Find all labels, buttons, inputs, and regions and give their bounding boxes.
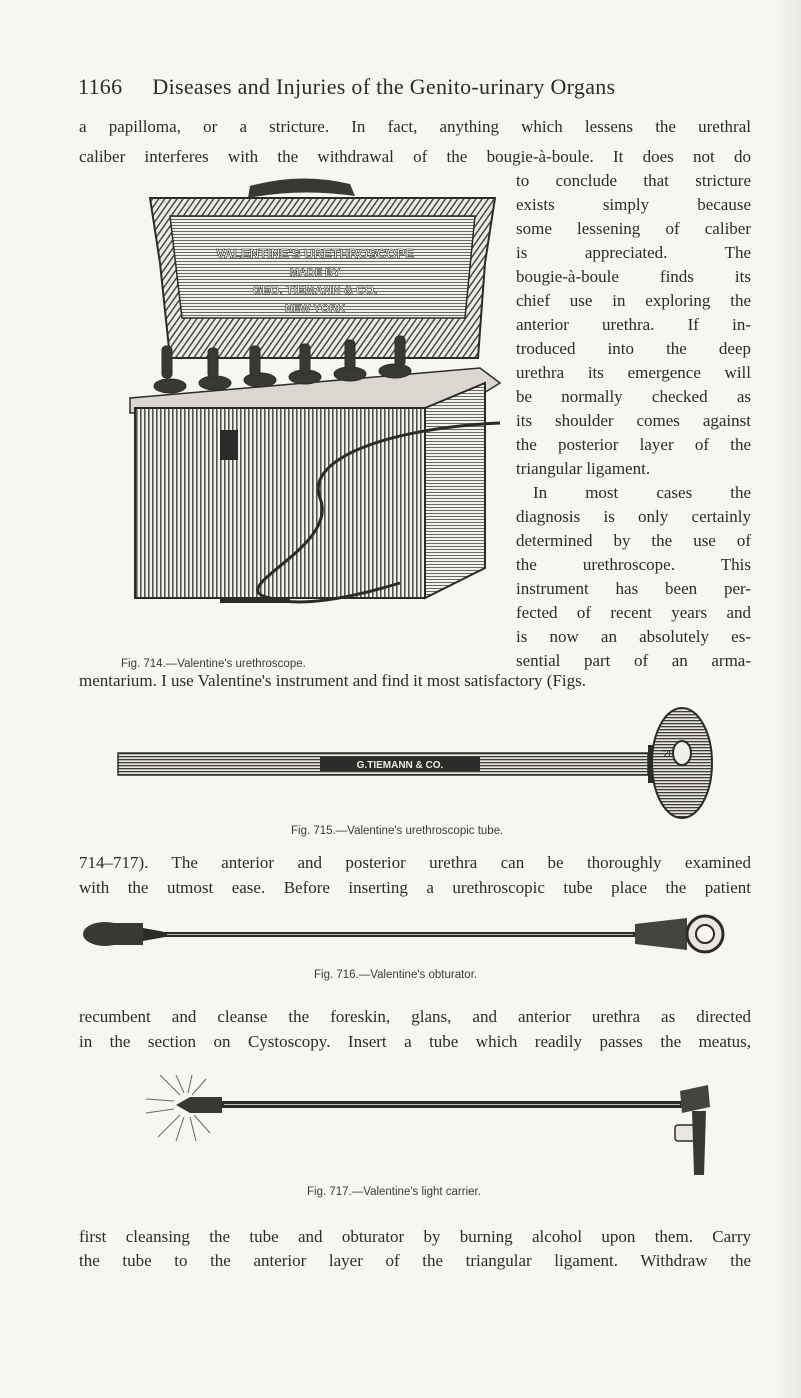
wrap-line: instrument has been per- — [516, 579, 751, 598]
wrap-line: its shoulder comes against — [516, 411, 751, 430]
wrap-line: anterior urethra. If in- — [516, 315, 751, 334]
body-line: in the section on Cystoscopy. Insert a tube which readily passes the meatus, — [79, 1032, 751, 1051]
wrap-line: is now an absolutely es- — [516, 627, 751, 646]
figure-714-urethroscope — [100, 168, 510, 638]
body-line: caliber interferes with the withdrawal of the bougie-à-boule. It does not do — [79, 147, 751, 166]
wrap-line: bougie-à-boule finds its — [516, 267, 751, 286]
wrap-line: determined by the use of — [516, 531, 751, 550]
body-line: the tube to the anterior layer of the triangular ligament. Withdraw the — [79, 1251, 751, 1270]
page-header — [78, 74, 615, 100]
wrap-line: the urethroscope. This — [516, 555, 751, 574]
wrap-line: is appreciated. The — [516, 243, 751, 262]
running-title: Diseases and Injuries of the Genito-urinary Organs — [152, 74, 616, 99]
body-line: mentarium. I use Valentine's instrument and find it most satisfactory (Figs. — [79, 671, 587, 690]
wrap-line: diagnosis is only certainly — [516, 507, 751, 526]
tube-stamp: G.TIEMANN & CO. — [356, 760, 444, 771]
body-line: 714–717). The anterior and posterior urethra can be thoroughly examined — [79, 853, 751, 872]
case-label-line: VALENTINE'S URETHROSCOPE — [216, 246, 414, 261]
wrap-line: sential part of an arma- — [516, 651, 751, 670]
wrap-line: urethra its emergence will — [516, 363, 751, 382]
figure-715-caption: Fig. 715.—Valentine's urethroscopic tube. — [291, 825, 504, 837]
wrap-line: some lessening of caliber — [516, 219, 751, 238]
body-line: recumbent and cleanse the foreskin, glans, and anterior urethra as directed — [79, 1007, 751, 1026]
body-line: first cleansing the tube and obturator by burning alcohol upon them. Carry — [79, 1227, 751, 1246]
figure-717-caption: Fig. 717.—Valentine's light carrier. — [307, 1186, 481, 1198]
wrap-line: exists simply because — [516, 195, 751, 214]
wrap-line: triangular ligament. — [516, 459, 651, 478]
figure-714-caption: Fig. 714.—Valentine's urethroscope. — [121, 658, 306, 670]
wrap-line: the posterior layer of the — [516, 435, 751, 454]
page-number: 1166 — [78, 74, 123, 99]
body-line: a papilloma, or a stricture. In fact, anything which lessens the urethral — [79, 117, 751, 136]
wrap-line: fected of recent years and — [516, 603, 751, 622]
case-label-line: MADE BY — [289, 267, 341, 279]
wrap-line: chief use in exploring the — [516, 291, 751, 310]
body-line: with the utmost ease. Before inserting a urethroscopic tube place the patient — [79, 878, 751, 897]
wrap-line: to conclude that stricture — [516, 171, 751, 190]
case-label-line: GEO. TIEMANN & CO. — [252, 283, 378, 297]
wrap-line: troduced into the deep — [516, 339, 751, 358]
figure-716-obturator — [75, 910, 730, 962]
page-edge-shading — [773, 0, 801, 1398]
figure-716-caption: Fig. 716.—Valentine's obturator. — [314, 969, 478, 981]
wrap-line: be normally checked as — [516, 387, 751, 406]
figure-715-urethroscopic-tube — [110, 705, 720, 820]
case-label-line: NEW YORK — [284, 303, 346, 315]
tube-size-mark: 28 — [663, 749, 675, 760]
wrap-line: In most cases the — [533, 483, 751, 502]
figure-717-light-carrier — [140, 1075, 720, 1180]
